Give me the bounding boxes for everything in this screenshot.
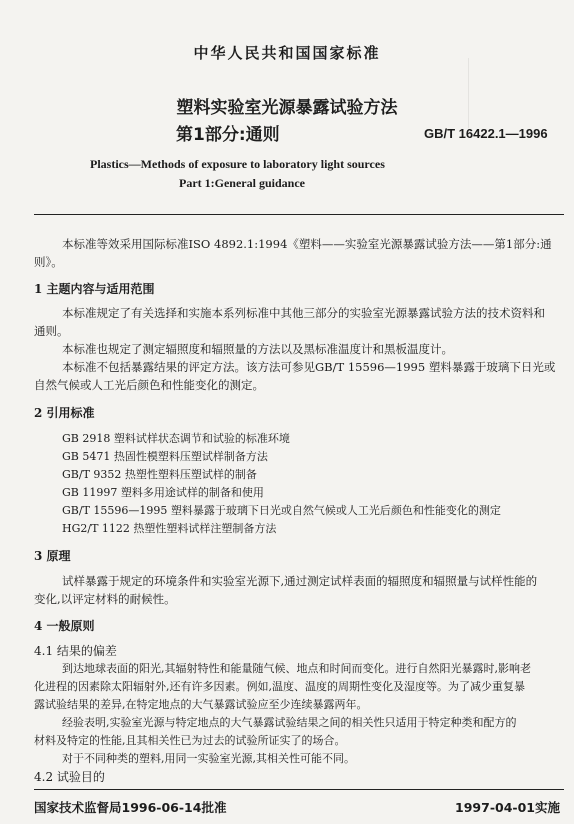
section2-heading: 2 引用标准 (34, 406, 95, 420)
standard-number: GB/T 16422.1—1996 (424, 126, 548, 141)
ref-gb2918: GB 2918 塑料试样状态调节和试验的标准环境 (62, 432, 290, 445)
s1-p3-line1: 本标准不包括暴露结果的评定方法。该方法可参见GB/T 15596—1995 塑料暴露于玻璃下日光或 (62, 360, 556, 374)
intro-line1: 本标准等效采用国际标准ISO 4892.1:1994《塑料——实验室光源暴露试验方法——第1部分:通 (62, 237, 552, 251)
section1-heading: 1 主题内容与适用范围 (34, 282, 155, 296)
s4-p1-line1: 到达地球表面的阳光,其辐射特性和能量随气候、地点和时间而变化。进行自然阳光暴露时,影响老 (62, 662, 531, 675)
s4-p2-line1: 经验表明,实验室光源与特定地点的大气暴露试验结果之间的相关性只适用于特定种类和配方的 (62, 716, 517, 729)
ref-gb11997: GB 11997 塑料多用途试样的制备和使用 (62, 486, 264, 499)
s1-p2: 本标准也规定了测定辐照度和辐照量的方法以及黑标准温度计和黑板温度计。 (62, 342, 453, 356)
s1-p3-line2: 自然气候或人工光后颜色和性能变化的测定。 (34, 378, 264, 392)
show-through-text (230, 14, 240, 25)
s1-p1-line2: 通则。 (34, 324, 69, 338)
title-en-line1: Plastics—Methods of exposure to laboratory light sources (90, 157, 385, 171)
title-en-line2: Part 1:General guidance (179, 176, 305, 190)
ref-gb5471: GB 5471 热固性模塑料压塑试样制备方法 (62, 450, 268, 463)
ref-gbt9352: GB/T 9352 热塑性塑料压塑试样的制备 (62, 468, 257, 481)
subsection-4-2: 4.2 试验目的 (34, 770, 105, 784)
s3-line1: 试样暴露于规定的环境条件和实验室光源下,通过测定试样表面的辐照度和辐照量与试样性能的 (62, 574, 538, 588)
ref-gbt15596: GB/T 15596—1995 塑料暴露于玻璃下日光或自然气候或人工光后颜色和性能变化的测定 (62, 504, 501, 517)
title-divider (34, 214, 564, 215)
ref-hg2t1122: HG2/T 1122 热塑性塑料试样注塑制备方法 (62, 522, 277, 535)
s4-p3: 对于不同种类的塑料,用同一实验室光源,其相关性可能不同。 (62, 752, 355, 765)
section3-heading: 3 原理 (34, 549, 71, 563)
section4-heading: 4 一般原则 (34, 619, 95, 633)
intro-line2: 则》。 (34, 255, 63, 269)
implementation-date: 1997-04-01实施 (455, 800, 560, 815)
national-standard-header: 中华人民共和国国家标准 (193, 44, 381, 62)
footer-divider (34, 789, 564, 790)
subsection-4-1: 4.1 结果的偏差 (34, 644, 117, 658)
s1-p1-line1: 本标准规定了有关选择和实施本系列标准中其他三部分的实验室光源暴露试验方法的技术资料和 (62, 306, 545, 320)
approval-date: 国家技术监督局1996-06-14批准 (34, 800, 227, 815)
s4-p1-line2: 化进程的因素除太阳辐射外,还有许多因素。例如,温度、温度的周期性变化及湿度等。为了减少重复暴 (34, 680, 525, 693)
title-zh-line2: 第1部分:通则 (176, 125, 280, 145)
s4-p2-line2: 材料及特定的性能,且其相关性已为过去的试验所证实了的场合。 (34, 734, 346, 747)
s3-line2: 变化,以评定材料的耐候性。 (34, 592, 176, 606)
title-zh-line1: 塑料实验室光源暴露试验方法 (176, 98, 398, 118)
s4-p1-line3: 露试验结果的差异,在特定地点的大气暴露试验应至少连续暴露两年。 (34, 698, 368, 711)
